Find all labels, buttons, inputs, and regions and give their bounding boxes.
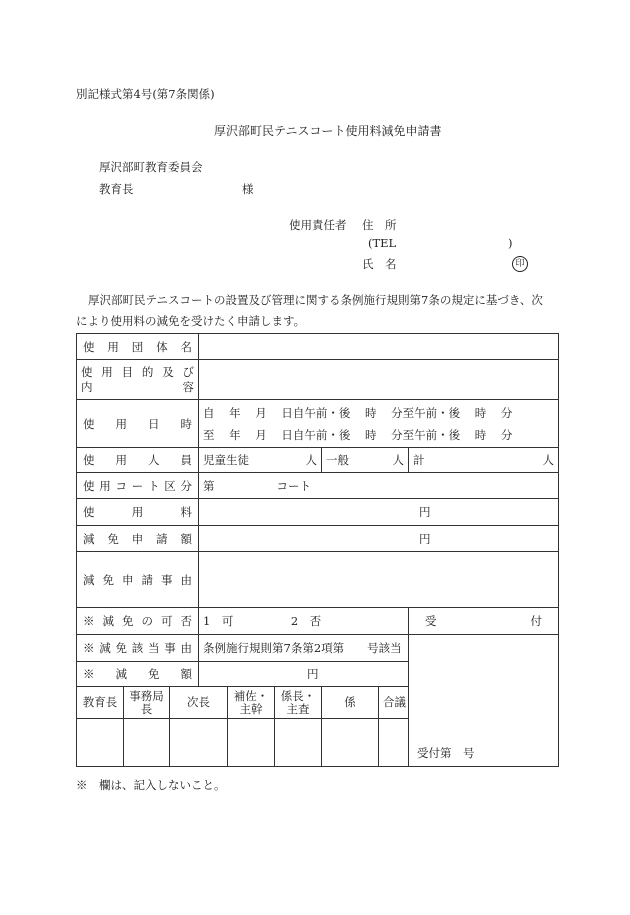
addressee-honorific: 様 <box>242 182 254 196</box>
receipt-number: 受付第 号 <box>417 746 475 760</box>
minute-mark-b: 分 <box>500 427 513 442</box>
tel-open: (TEL <box>368 236 397 250</box>
label-purpose-line1: 使用目的及び <box>81 364 194 379</box>
hour-mark: 時 <box>365 405 377 420</box>
general-count-field[interactable] <box>322 448 409 473</box>
label-purpose <box>77 360 199 400</box>
label-court-class: 使用コート区分 <box>77 473 199 499</box>
label-approval: ※減免の可否 <box>77 608 199 635</box>
ampm-from-mark: 午前・後 <box>304 405 351 420</box>
application-table <box>76 333 559 767</box>
addressee-org: 厚沢部町教育委員会 <box>99 160 203 174</box>
approver-head-1: 事務局長 <box>124 687 170 719</box>
hour-mark-2: 時 <box>474 405 487 420</box>
approval-field[interactable]: 1 可 2 否 <box>199 608 409 635</box>
approver-head-0: 教育長 <box>77 687 124 719</box>
addressee-position: 教育長 <box>99 182 134 196</box>
approver-head-3: 補佐・主幹 <box>228 687 275 719</box>
court-suffix: コート <box>276 478 311 493</box>
children-label: 児童生徒 <box>203 453 249 467</box>
hour-mark-2b: 時 <box>474 427 487 442</box>
name-label: 氏 名 <box>362 257 397 271</box>
from-mark: 自 <box>203 405 215 420</box>
ampm-from-mark-b: 午前・後 <box>304 427 351 442</box>
datetime-from-line <box>203 402 554 424</box>
total-count-field[interactable] <box>409 448 559 473</box>
body-line-1: 厚沢部町民テニスコートの設置及び管理に関する条例施行規則第7条の規定に基づき、次 <box>88 293 543 307</box>
day-from-mark: 日自 <box>281 405 305 420</box>
month-mark: 月 <box>255 405 267 420</box>
datetime-to-line <box>203 424 554 446</box>
applicable-field[interactable]: 条例施行規則第7条第2項第 号該当 <box>199 635 409 662</box>
approver-stamp-4[interactable] <box>275 719 322 767</box>
minute-mark: 分 <box>500 405 513 420</box>
approver-stamp-6[interactable] <box>379 719 409 767</box>
label-fee: 使用料 <box>77 499 199 526</box>
general-label: 一般 <box>326 453 349 467</box>
approver-stamp-1[interactable] <box>124 719 170 767</box>
min-to-mark-b: 分至 <box>391 427 415 442</box>
year-mark: 年 <box>229 405 241 420</box>
ampm-to-mark-b: 午前・後 <box>414 427 461 442</box>
form-number: 別記様式第4号(第7条関係) <box>76 87 215 101</box>
group-name-field[interactable] <box>199 334 559 360</box>
court-class-field[interactable] <box>199 473 559 499</box>
reduction-yen: 円 <box>419 531 431 546</box>
receipt-stamp-area[interactable] <box>409 635 559 767</box>
approver-head-5: 係 <box>322 687 379 719</box>
children-count-field[interactable] <box>199 448 322 473</box>
label-reduction-reason: 減免申請事由 <box>77 552 199 608</box>
footer-note: ※ 欄は、記入しないこと。 <box>76 778 226 792</box>
label-applicable: ※減免該当事由 <box>77 635 199 662</box>
day-from-mark-b: 日自 <box>281 427 305 442</box>
address-label: 住 所 <box>362 218 397 232</box>
month-mark-b: 月 <box>255 427 267 442</box>
approver-head-2: 次長 <box>170 687 228 719</box>
approver-stamp-3[interactable] <box>228 719 275 767</box>
applicant-label: 使用責任者 <box>289 218 347 232</box>
reduced-yen: 円 <box>307 667 319 681</box>
reduction-reason-field[interactable] <box>199 552 559 608</box>
datetime-field[interactable] <box>199 400 559 448</box>
label-purpose-l2a: 内 <box>81 379 93 394</box>
year-mark-b: 年 <box>229 427 241 442</box>
reduced-field[interactable] <box>199 662 409 687</box>
general-unit: 人 <box>392 453 404 467</box>
ampm-to-mark: 午前・後 <box>414 405 461 420</box>
approver-stamp-2[interactable] <box>170 719 228 767</box>
label-group-name: 使用団体名 <box>77 334 199 360</box>
approver-stamp-0[interactable] <box>77 719 124 767</box>
label-reduced: ※減免額 <box>77 662 199 687</box>
fee-field[interactable] <box>199 499 559 526</box>
receipt-label: 受付 <box>409 608 559 635</box>
approver-head-4: 係長・主査 <box>275 687 322 719</box>
to-mark: 至 <box>203 427 215 442</box>
reduction-amount-field[interactable] <box>199 526 559 552</box>
tel-close: ) <box>508 236 513 250</box>
approver-stamp-5[interactable] <box>322 719 379 767</box>
hour-mark-b: 時 <box>365 427 377 442</box>
form-title: 厚沢部町民テニスコート使用料減免申請書 <box>214 124 442 138</box>
total-label: 計 <box>413 453 425 467</box>
fee-yen: 円 <box>419 505 431 519</box>
min-to-mark: 分至 <box>391 405 415 420</box>
label-people: 使用人員 <box>77 448 199 473</box>
label-datetime: 使用日時 <box>77 400 199 448</box>
total-unit: 人 <box>542 453 554 467</box>
label-reduction-amount: 減免申請額 <box>77 526 199 552</box>
body-line-2: により使用料の減免を受けたく申請します。 <box>76 314 306 328</box>
purpose-field[interactable] <box>199 360 559 400</box>
seal-mark: 印 <box>512 256 528 272</box>
court-prefix: 第 <box>203 478 215 493</box>
label-purpose-line2 <box>81 380 194 395</box>
label-purpose-l2b: 容 <box>182 379 194 394</box>
children-unit: 人 <box>305 453 317 467</box>
approver-head-6: 合議 <box>379 687 409 719</box>
